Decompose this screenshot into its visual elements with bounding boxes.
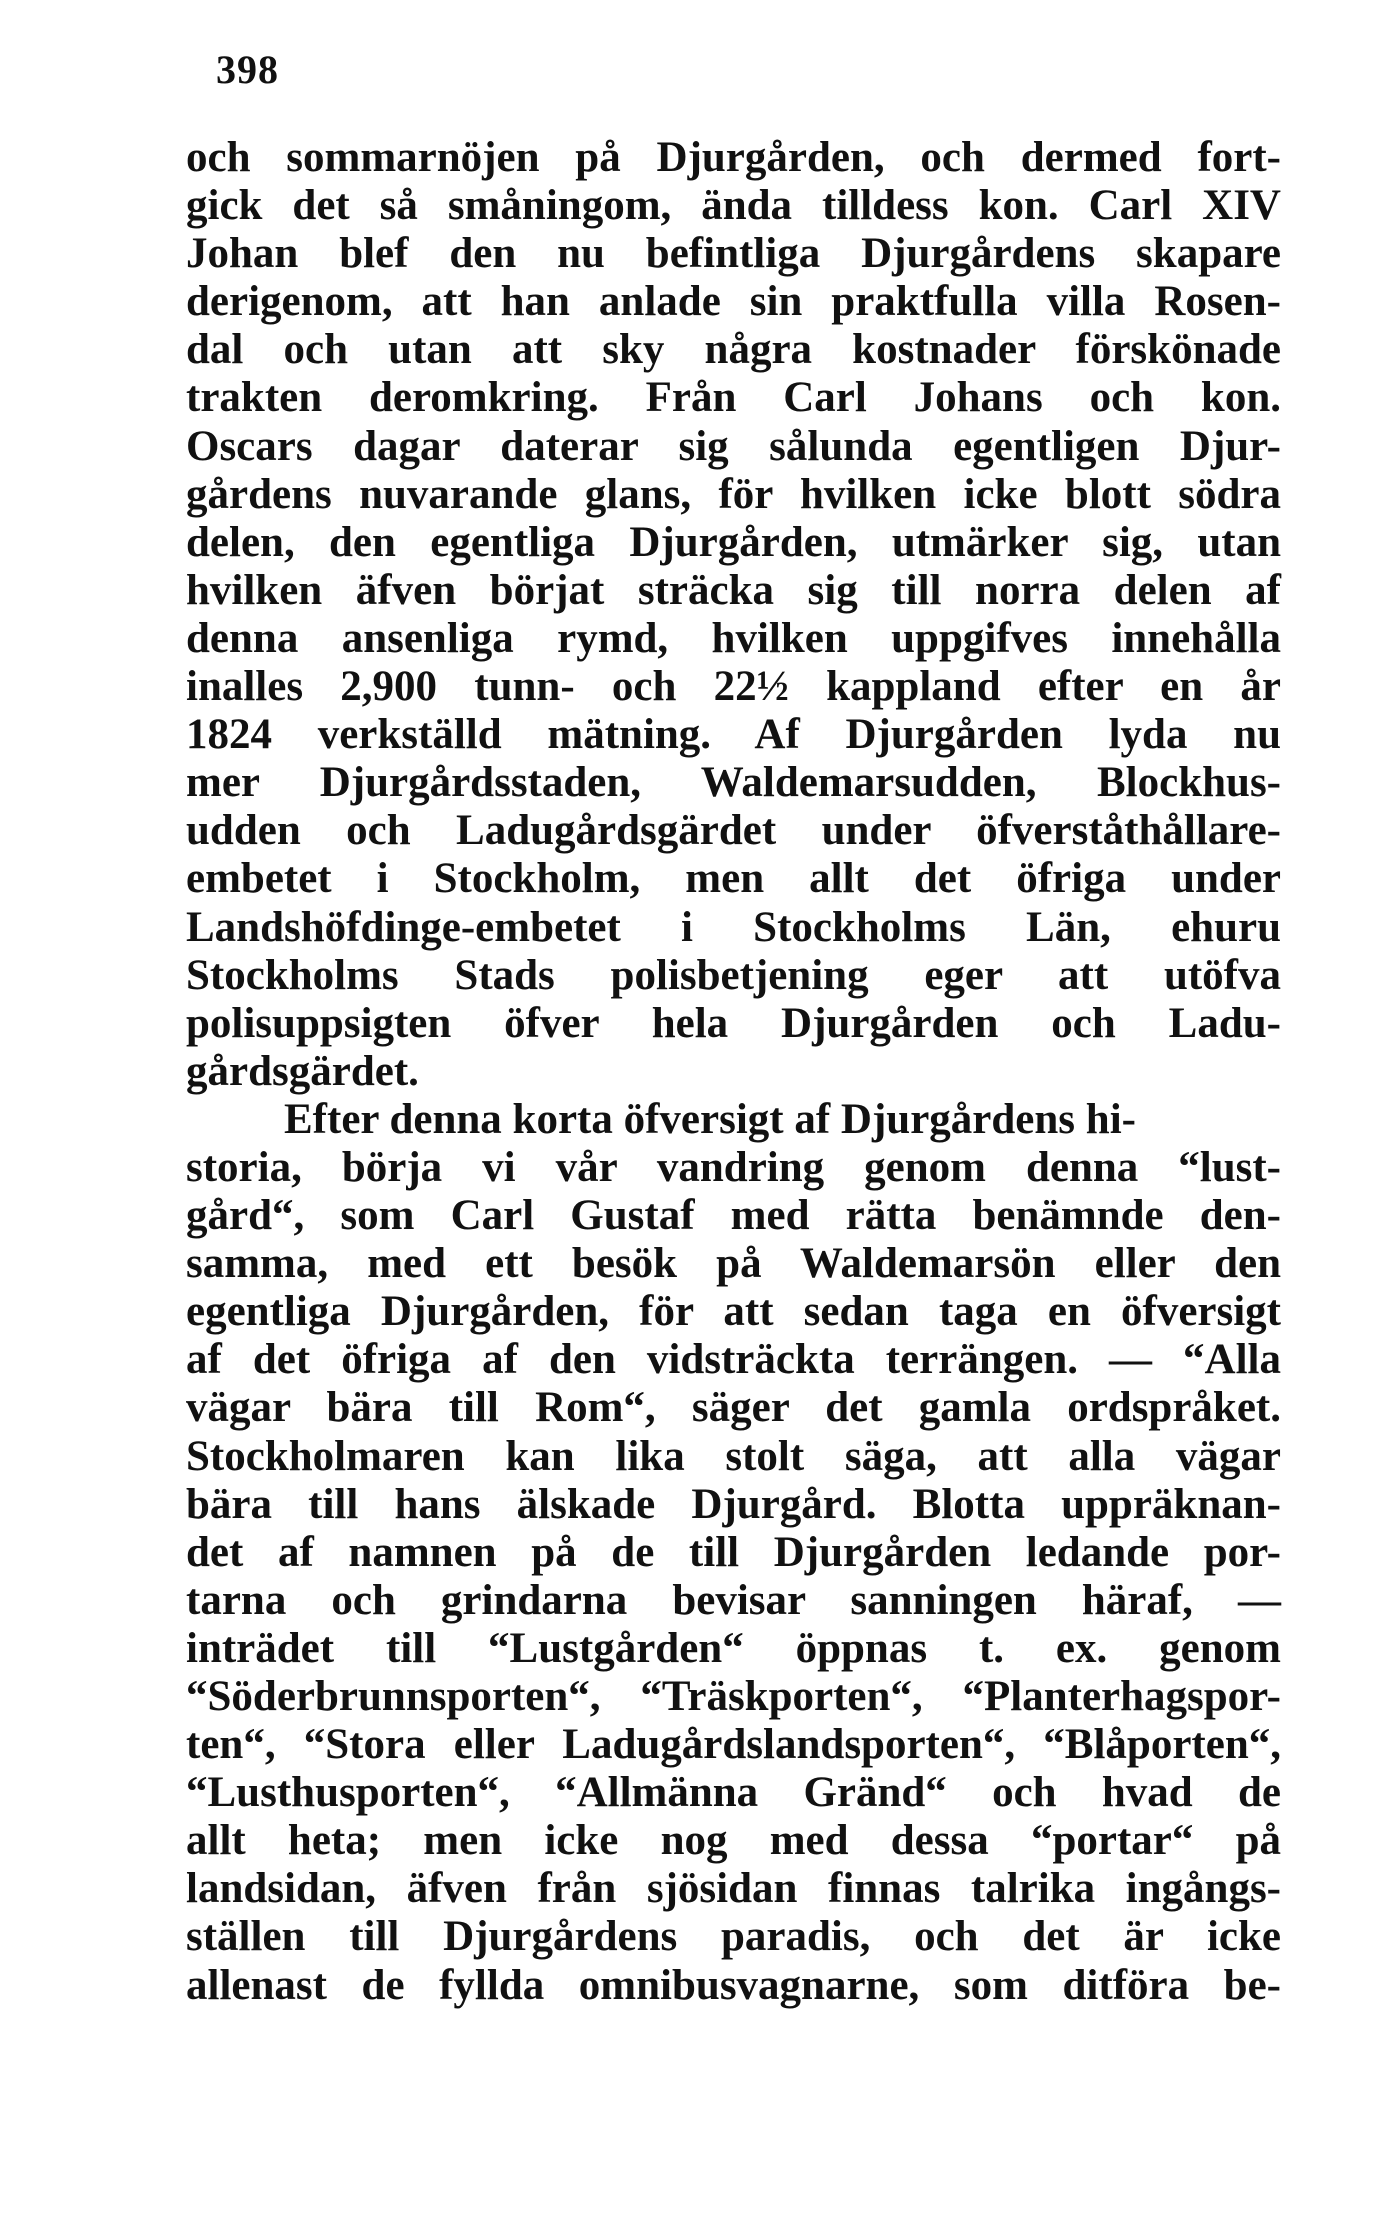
text-line: 1824 verkställd mätning. Af Djurgården lyda nu <box>186 711 1281 759</box>
text-line: af det öfriga af den vidsträckta terrängen. — “Alla <box>186 1336 1281 1384</box>
text-line: storia, börja vi vår vandring genom denna “lust- <box>186 1143 1281 1191</box>
text-line: trakten deromkring. Från Carl Johans och kon. <box>186 374 1281 422</box>
text-line: inalles 2,900 tunn- och 22½ kappland efter en år <box>186 663 1281 711</box>
text-line: polisuppsigten öfver hela Djurgården och Ladu- <box>186 999 1281 1047</box>
text-line: Johan blef den nu befintliga Djurgårdens skapare <box>186 230 1281 278</box>
text-line: hvilken äfven börjat sträcka sig till norra delen af <box>186 566 1281 614</box>
text-line: Oscars dagar daterar sig sålunda egentligen Djur- <box>186 422 1281 470</box>
text-line: bära till hans älskade Djurgård. Blotta uppräknan- <box>186 1480 1281 1528</box>
text-line: mer Djurgårdsstaden, Waldemarsudden, Blockhus- <box>186 759 1281 807</box>
text-line: Stockholms Stads polisbetjening eger att utöfva <box>186 951 1281 999</box>
text-line: tarna och grindarna bevisar sanningen häraf, — <box>186 1576 1281 1624</box>
text-line: landsidan, äfven från sjösidan finnas talrika ingångs- <box>186 1865 1281 1913</box>
text-line: udden och Ladugårdsgärdet under öfverståthållare- <box>186 807 1281 855</box>
text-line: dal och utan att sky några kostnader förskönade <box>186 326 1281 374</box>
body-text <box>186 134 1281 2010</box>
text-line: “Lusthusporten“, “Allmänna Gränd“ och hvad de <box>186 1769 1281 1817</box>
text-line: gårdsgärdet. <box>186 1047 419 1095</box>
text-line: ställen till Djurgårdens paradis, och det är icke <box>186 1913 1281 1961</box>
text-line: delen, den egentliga Djurgården, utmärker sig, utan <box>186 518 1281 566</box>
text-line: allt heta; men icke nog med dessa “portar“ på <box>186 1817 1281 1865</box>
text-line: derigenom, att han anlade sin praktfulla villa Rosen- <box>186 278 1281 326</box>
text-line: “Söderbrunnsporten“, “Träskporten“, “Planterhagspor- <box>186 1673 1281 1720</box>
text-line: egentliga Djurgården, för att sedan taga en öfversigt <box>186 1288 1281 1336</box>
text-line: inträdet till “Lustgården“ öppnas t. ex. genom <box>186 1624 1281 1672</box>
text-line: Landshöfdinge-embetet i Stockholms Län, ehuru <box>186 903 1281 951</box>
text-line: och sommarnöjen på Djurgården, och dermed fort- <box>186 134 1281 181</box>
text-line: gård“, som Carl Gustaf med rätta benämnde den- <box>186 1192 1281 1240</box>
text-line: ten“, “Stora eller Ladugårdslandsporten“, “Blåporten“, <box>186 1721 1281 1769</box>
text-line: det af namnen på de till Djurgården ledande por- <box>186 1528 1281 1576</box>
text-line: gårdens nuvarande glans, för hvilken icke blott södra <box>186 470 1281 518</box>
text-line: vägar bära till Rom“, säger det gamla ordspråket. <box>186 1384 1281 1432</box>
text-line: samma, med ett besök på Waldemarsön eller den <box>186 1240 1281 1288</box>
text-line: Stockholmaren kan lika stolt säga, att alla vägar <box>186 1432 1281 1480</box>
text-line: denna ansenliga rymd, hvilken uppgifves innehålla <box>186 614 1281 662</box>
text-line: Efter denna korta öfversigt af Djurgårdens hi- <box>284 1095 1136 1143</box>
text-line: gick det så småningom, ända tilldess kon. Carl XIV <box>186 182 1281 230</box>
text-line: allenast de fyllda omnibusvagnarne, som ditföra be- <box>186 1961 1281 2009</box>
text-line: embetet i Stockholm, men allt det öfriga under <box>186 855 1281 903</box>
page-number: 398 <box>216 47 279 92</box>
